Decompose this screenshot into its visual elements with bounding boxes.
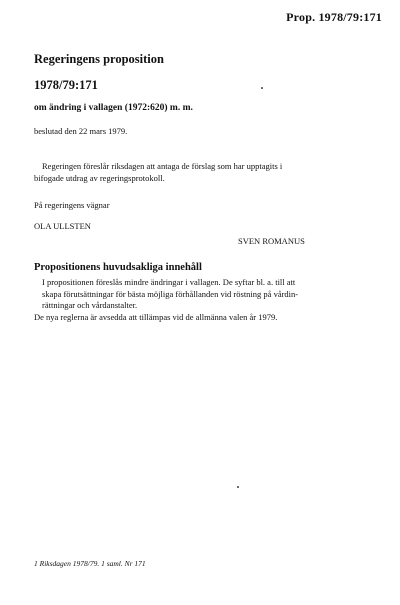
scan-speck bbox=[237, 486, 239, 488]
page-footer: 1 Riksdagen 1978/79. 1 saml. Nr 171 bbox=[34, 559, 146, 568]
summary-line: rättningar och vårdanstalter. bbox=[42, 300, 138, 310]
decision-date: beslutad den 22 mars 1979. bbox=[34, 126, 128, 136]
document-subject: om ändring i vallagen (1972:620) m. m. bbox=[34, 103, 193, 113]
on-behalf-text: På regeringens vägnar bbox=[34, 200, 110, 210]
signatory-name: SVEN ROMANUS bbox=[238, 236, 305, 246]
proposal-line: bifogade utdrag av regeringsprotokoll. bbox=[34, 173, 165, 183]
summary-line: skapa förutsättningar för bästa möjliga förhållanden vid röstning på vårdin- bbox=[42, 288, 299, 299]
document-type-title: Regeringens proposition bbox=[34, 52, 164, 66]
proposition-reference: Prop. 1978/79:171 bbox=[286, 10, 382, 24]
summary-line: De nya reglerna är avsedda att tillämpas vid de allmänna valen år 1979. bbox=[34, 311, 278, 322]
summary-paragraph bbox=[34, 277, 374, 323]
summary-heading: Propositionens huvudsakliga innehåll bbox=[34, 262, 202, 273]
scan-speck bbox=[261, 87, 263, 89]
document-number: 1978/79:171 bbox=[34, 78, 98, 92]
signatory-name: OLA ULLSTEN bbox=[34, 221, 91, 231]
proposal-paragraph bbox=[34, 160, 374, 184]
proposal-line: Regeringen föreslår riksdagen att antaga de förslag som har upptagits i bbox=[42, 161, 283, 171]
summary-line: I propositionen föreslås mindre ändringar i vallagen. De syftar bl. a. till att bbox=[42, 277, 296, 287]
